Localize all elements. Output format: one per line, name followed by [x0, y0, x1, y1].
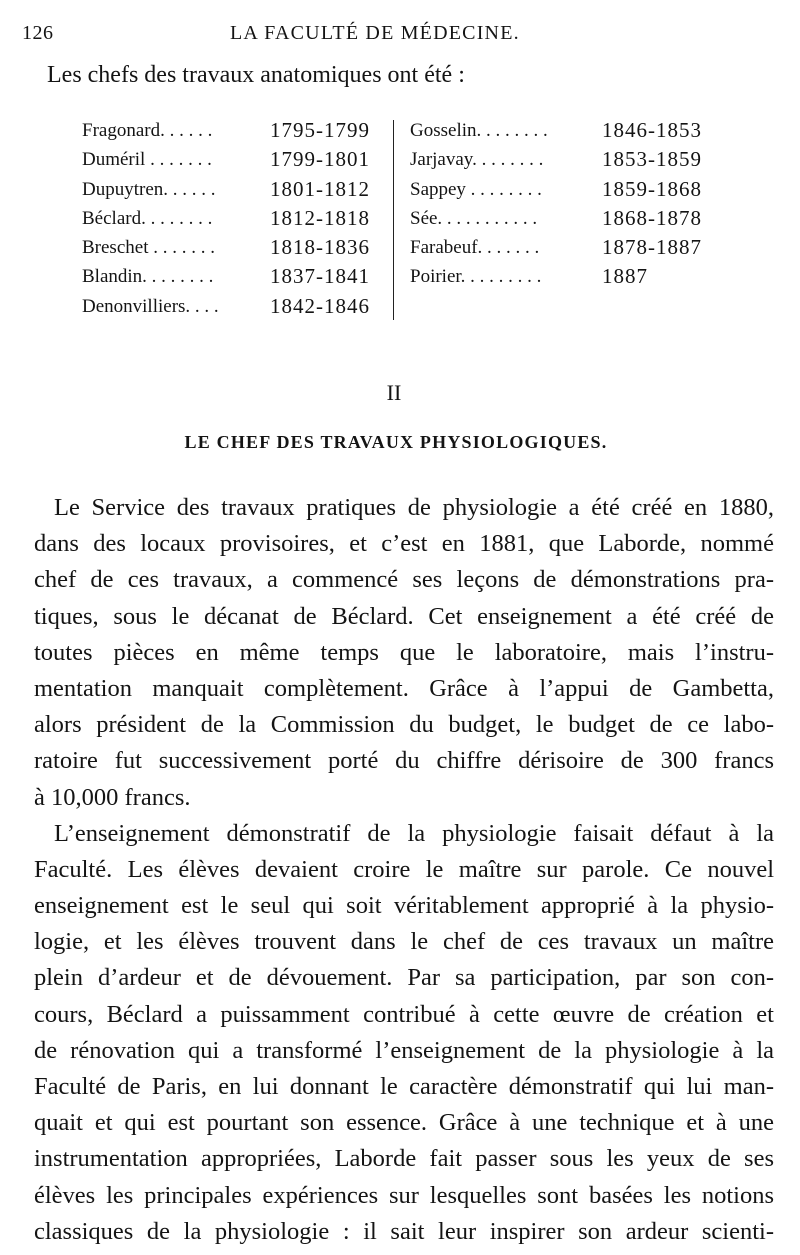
chief-years: 1887	[602, 264, 648, 289]
paragraph-line: Le Service des travaux pratiques de physiologie a été créé en 1880,	[54, 494, 774, 521]
chief-row	[82, 262, 382, 291]
chief-row	[410, 116, 730, 145]
chief-row	[410, 262, 730, 291]
chief-name: Breschet . . . . . . .	[82, 237, 215, 259]
chief-years: 1846-1853	[602, 118, 702, 142]
paragraph-line: ratoire fut successivement porté du chiffre dérisoire de 300 francs	[34, 747, 774, 775]
paragraph-line: à 10,000 francs.	[34, 783, 191, 811]
chief-years: 1801-1812	[270, 176, 370, 201]
chief-years: 1837-1841	[270, 264, 370, 289]
paragraph-line: dans des locaux provisoires, et c’est en 1881, que Laborde, nommé	[34, 530, 774, 558]
section-title: LE CHEF DES TRAVAUX PHYSIOLOGIQUES.	[184, 432, 608, 452]
chief-years: 1812-1818	[270, 205, 370, 230]
paragraph-line: logie, et les élèves trouvent dans le chef de ces travaux un maître	[34, 928, 774, 956]
paragraph-line: enseignement est le seul qui soit véritablement approprié à la physio-	[34, 892, 774, 920]
column-divider	[393, 120, 394, 320]
chief-name: Fragonard. . . . . .	[82, 120, 213, 141]
chief-row	[410, 175, 730, 204]
chief-name: Gosselin. . . . . . . .	[410, 120, 548, 141]
chief-name: Farabeuf. . . . . . .	[410, 237, 540, 259]
chiefs-right-column	[410, 116, 730, 292]
chief-row	[82, 145, 382, 174]
chief-name: Poirier. . . . . . . . .	[410, 266, 542, 288]
chief-years: 1859-1868	[602, 176, 702, 201]
chief-row	[82, 116, 382, 145]
section-numeral: II	[386, 380, 402, 405]
paragraph-line: instrumentation appropriées, Laborde fait passer sous les yeux de ses	[34, 1145, 774, 1173]
chief-row	[82, 204, 382, 233]
chief-row	[410, 233, 730, 262]
chief-years: 1818-1836	[270, 235, 370, 260]
paragraph-line: élèves les principales expériences sur lesquelles sont basées les notions	[34, 1181, 774, 1209]
chief-name: Béclard. . . . . . . .	[82, 207, 213, 229]
paragraph-line: de rénovation qui a transformé l’enseignement de la physiologie à la	[34, 1036, 774, 1064]
chief-name: Denonvilliers. . . .	[82, 295, 219, 317]
paragraph-line: tiques, sous le décanat de Béclard. Cet enseignement a été créé de	[34, 602, 774, 630]
running-title: LA FACULTÉ DE MÉDECINE.	[230, 22, 520, 44]
chief-name: Sappey . . . . . . . .	[410, 178, 542, 200]
chiefs-left-column	[82, 116, 382, 321]
paragraph-line: plein d’ardeur et de dévouement. Par sa participation, par son con-	[34, 964, 774, 992]
chief-row	[410, 204, 730, 233]
chief-name: Blandin. . . . . . . .	[82, 266, 214, 288]
chief-years: 1878-1887	[602, 235, 702, 260]
chief-years: 1868-1878	[602, 205, 702, 230]
chief-name: Dupuytren. . . . . .	[82, 178, 216, 200]
chief-years: 1842-1846	[270, 293, 370, 318]
chief-name: Jarjavay. . . . . . . .	[410, 149, 544, 171]
intro-sentence: Les chefs des travaux anatomiques ont été :	[47, 62, 465, 88]
chief-years: 1799-1801	[270, 147, 370, 172]
paragraph-line: Faculté de Paris, en lui donnant le caractère démonstratif qui lui man-	[34, 1073, 774, 1100]
paragraph-line: Faculté. Les élèves devaient croire le maître sur parole. Ce nouvel	[34, 855, 774, 883]
chief-row	[82, 292, 382, 321]
paragraph-line: cours, Béclard a puissamment contribué à cette œuvre de création et	[34, 1000, 774, 1028]
chief-row	[82, 233, 382, 262]
paragraph-line: classiques de la physiologie : il sait leur inspirer son ardeur scienti-	[34, 1217, 774, 1245]
page-number: 126	[22, 22, 54, 44]
chief-name: Sée. . . . . . . . . . .	[410, 207, 538, 229]
chief-years: 1853-1859	[602, 147, 702, 172]
chiefs-table	[82, 116, 722, 324]
paragraph-line: L’enseignement démonstratif de la physiologie faisait défaut à la	[54, 819, 774, 847]
chief-years: 1795-1799	[270, 118, 370, 142]
paragraph-line: mentation manquait complètement. Grâce à l’appui de Gambetta,	[34, 674, 774, 702]
chief-row	[410, 145, 730, 174]
body-text	[34, 490, 774, 1250]
paragraph-line: chef de ces travaux, a commencé ses leçons de démonstrations pra-	[34, 566, 774, 594]
paragraph-line: quait et qui est pourtant son essence. Grâce à une technique et à une	[34, 1109, 774, 1137]
paragraph-line: alors président de la Commission du budget, le budget de ce labo-	[34, 711, 774, 739]
paragraph-line: toutes pièces en même temps que le laboratoire, mais l’instru-	[34, 638, 774, 666]
running-head	[22, 22, 800, 52]
chief-row	[82, 175, 382, 204]
chief-name: Duméril . . . . . . .	[82, 149, 212, 171]
